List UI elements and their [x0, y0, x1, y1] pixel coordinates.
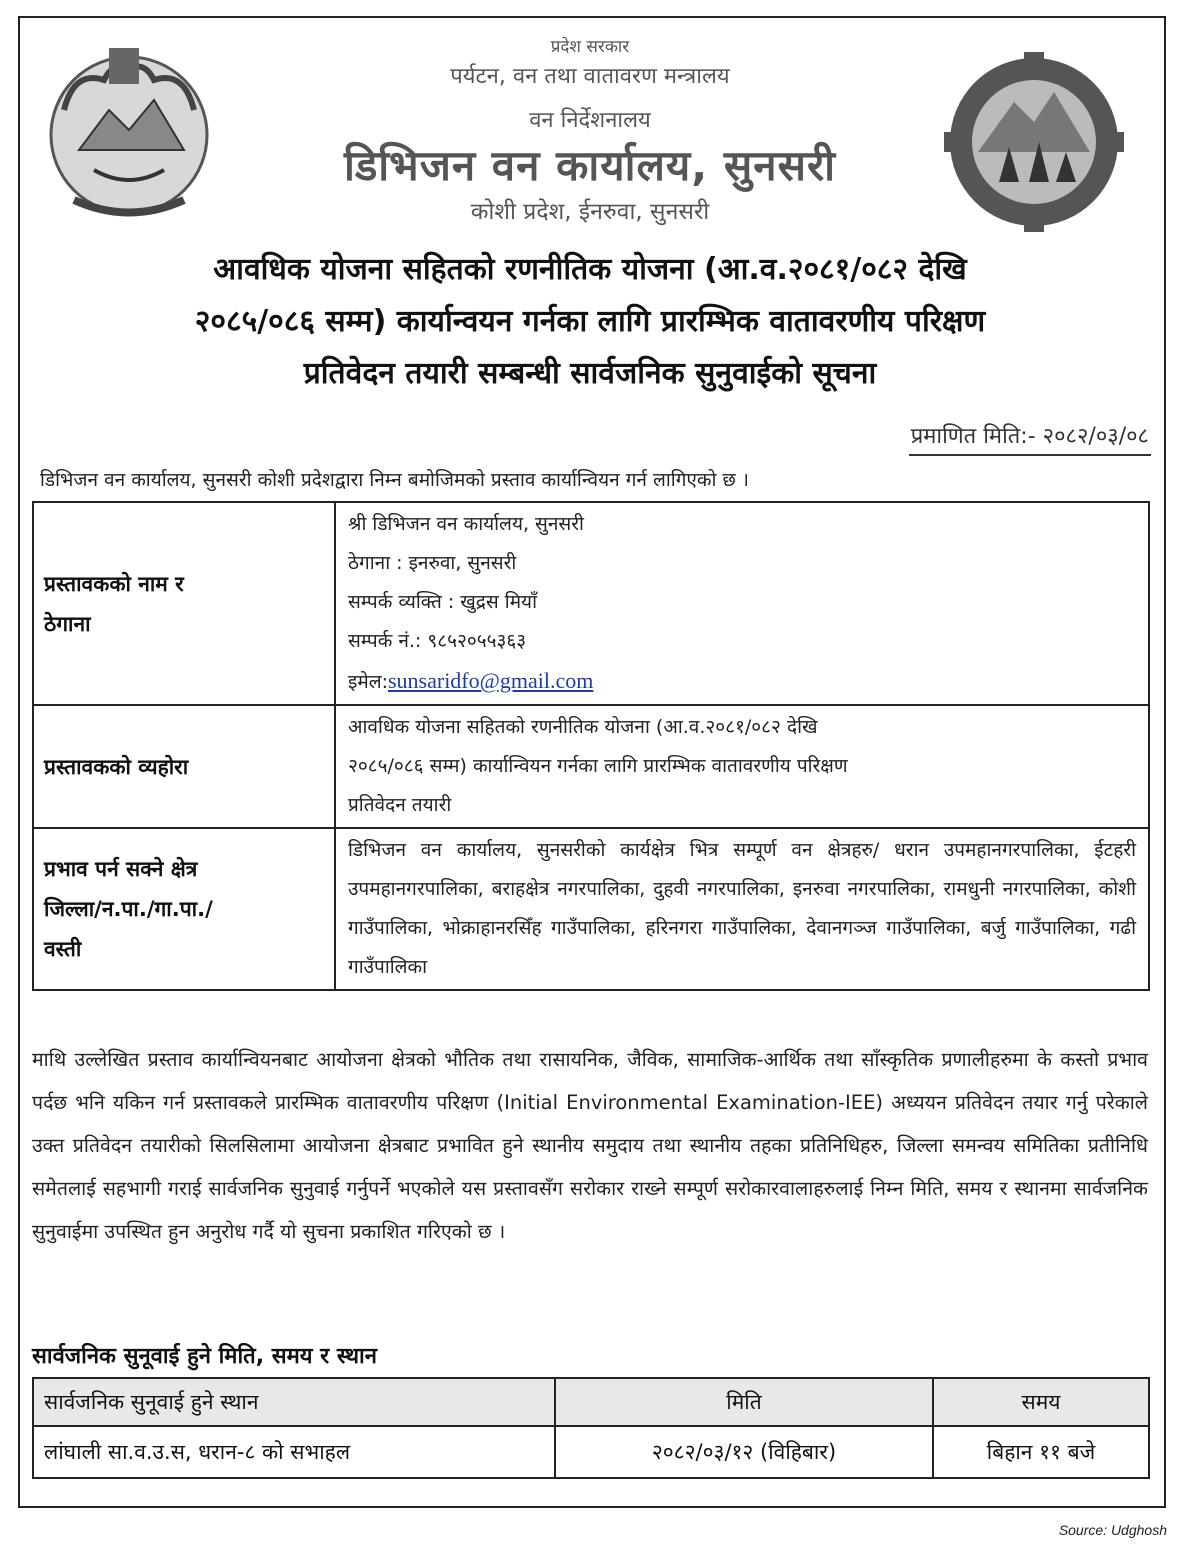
- office-address: कोशी प्रदेश, ईनरुवा, सुनसरी: [470, 199, 710, 225]
- email-prefix: इमेल:: [348, 671, 388, 693]
- hearing-heading: सार्वजनिक सुनूवाई हुने मिति, समय र स्थान: [32, 1344, 377, 1369]
- intro-text: डिभिजन वन कार्यालय, सुनसरी कोशी प्रदेशद्वारा निम्न बमोजिमको प्रस्ताव कार्यान्वियन गर्न लागिएको छ ।: [40, 469, 750, 491]
- title-line-3: प्रतिवेदन तयारी सम्बन्धी सार्वजनिक सुनुवाईको सूचना: [303, 356, 877, 391]
- title-line-1: आवधिक योजना सहितको रणनीतिक योजना (आ.व.२०८१/०८२ देखि: [213, 252, 967, 287]
- col-place-header: सार्वजनिक सुनूवाई हुने स्थान: [33, 1378, 555, 1426]
- proposer-name: श्री डिभिजन वन कार्यालय, सुनसरी: [348, 513, 584, 535]
- office-name: डिभिजन वन कार्यालय, सुनसरी: [343, 141, 837, 190]
- subject-line-3: प्रतिवेदन तयारी: [348, 794, 452, 816]
- hearing-time: बिहान ११ बजे: [933, 1426, 1149, 1478]
- proposal-details-table: [32, 501, 1150, 991]
- table-row: [33, 828, 1149, 990]
- affected-area-value: डिभिजन वन कार्यालय, सुनसरीको कार्यक्षेत्र भित्र सम्पूर्ण वन क्षेत्रहरु/ धरान उपमहानगरपालिका, ईटहरी उपमहानगरपालिका, बराहक्षेत्र नगरपालिका, दुहवी नगरपालिका, इनरुवा नगरपालिका, रामधुनी नगरपालिका, कोशी गाउँपालिका, भोक्राहानरसिँह गाउँपालिका, हरिनगरा गाउँपालिका, देवानगञ्ज गाउँपालिका, बर्जु गाउँपालिका, गढी गाउँपालिका: [335, 828, 1149, 990]
- col-date-header: मिति: [555, 1378, 933, 1426]
- header-line1: प्रदेश सरकार: [550, 37, 630, 57]
- proposer-value: [335, 502, 1149, 705]
- proposal-subject-value: [335, 705, 1149, 828]
- nepal-emblem-icon: [34, 40, 224, 218]
- proposer-label-line2: ठेगाना: [44, 611, 91, 636]
- certified-date: प्रमाणित मिति:- २०८२/०३/०८: [909, 420, 1151, 456]
- notice-title: [40, 244, 1140, 400]
- hearing-date: २०८२/०३/१२ (विहिबार): [555, 1426, 933, 1478]
- header-line2: पर्यटन, वन तथा वातावरण मन्त्रालय: [450, 64, 730, 89]
- header-line3: वन निर्देशनालय: [529, 108, 651, 133]
- contact-number: सम्पर्क नं.: ९८५२०५५३६३: [348, 630, 527, 652]
- proposer-label: [33, 502, 335, 705]
- affected-label-line2: जिल्ला/न.पा./गा.पा./: [44, 897, 213, 921]
- source-credit: Source: Udghosh: [1058, 1522, 1167, 1538]
- proposal-subject-label: प्रस्तावकको व्यहोरा: [33, 705, 335, 828]
- email-link[interactable]: sunsaridfo@gmail.com: [387, 668, 594, 693]
- proposer-address: ठेगाना : इनरुवा, सुनसरी: [348, 552, 517, 574]
- subject-line-1: आवधिक योजना सहितको रणनीतिक योजना (आ.व.२०८१/०८२ देखि: [348, 716, 818, 738]
- email-line: [348, 661, 1136, 702]
- affected-label-line1: प्रभाव पर्न सक्ने क्षेत्र: [44, 857, 198, 881]
- hearing-table: [32, 1377, 1150, 1479]
- title-line-2: २०८५/०८६ सम्म) कार्यान्वयन गर्नका लागि प्रारम्भिक वातावरणीय परिक्षण: [194, 304, 986, 339]
- body-paragraph: माथि उल्लेखित प्रस्ताव कार्यान्वियनबाट आयोजना क्षेत्रको भौतिक तथा रासायनिक, जैविक, सामाजिक-आर्थिक तथा साँस्कृतिक प्रणालीहरुमा के कस्तो प्रभाव पर्दछ भनि यकिन गर्न प्रस्तावकले प्रारम्भिक वातावरणीय परिक्षण (Initial Environmental Examination-IEE) अध्ययन प्रतिवेदन तयार गर्नु परेकाले उक्त प्रतिवेदन तयारीको सिलसिलामा आयोजना क्षेत्रबाट प्रभावित हुने स्थानीय समुदाय तथा स्थानीय तहका प्रतिनिधिहरु, जिल्ला समन्वय समितिका प्रतीनिधि समेतलाई सहभागी गराई सार्वजनिक सुनुवाई गर्नुपर्ने भएकोले यस प्रस्तावसँग सरोकार राख्ने सम्पूर्ण सरोकारवालाहरुलाई निम्न मिति, समय र स्थानमा सार्वजनिक सुनुवाईमा उपस्थित हुन अनुरोध गर्दै यो सुचना प्रकाशित गरिएको छ ।: [32, 1048, 1148, 1243]
- table-row: [33, 502, 1149, 705]
- affected-area-label: [33, 828, 335, 990]
- table-row: [33, 705, 1149, 828]
- proposer-label-line1: प्रस्तावकको नाम र: [44, 571, 184, 596]
- col-time-header: समय: [933, 1378, 1149, 1426]
- forest-gear-logo-icon: [944, 52, 1124, 232]
- affected-label-line3: वस्ती: [44, 937, 82, 961]
- subject-line-2: २०८५/०८६ सम्म) कार्यान्वियन गर्नका लागि प्रारम्भिक वातावरणीय परिक्षण: [348, 755, 848, 777]
- table-header-row: [33, 1378, 1149, 1426]
- table-row: [33, 1426, 1149, 1478]
- hearing-place: लांघाली सा.व.उ.स, धरान-८ को सभाहल: [33, 1426, 555, 1478]
- contact-person: सम्पर्क व्यक्ति : खुद्रस मियाँ: [348, 591, 538, 613]
